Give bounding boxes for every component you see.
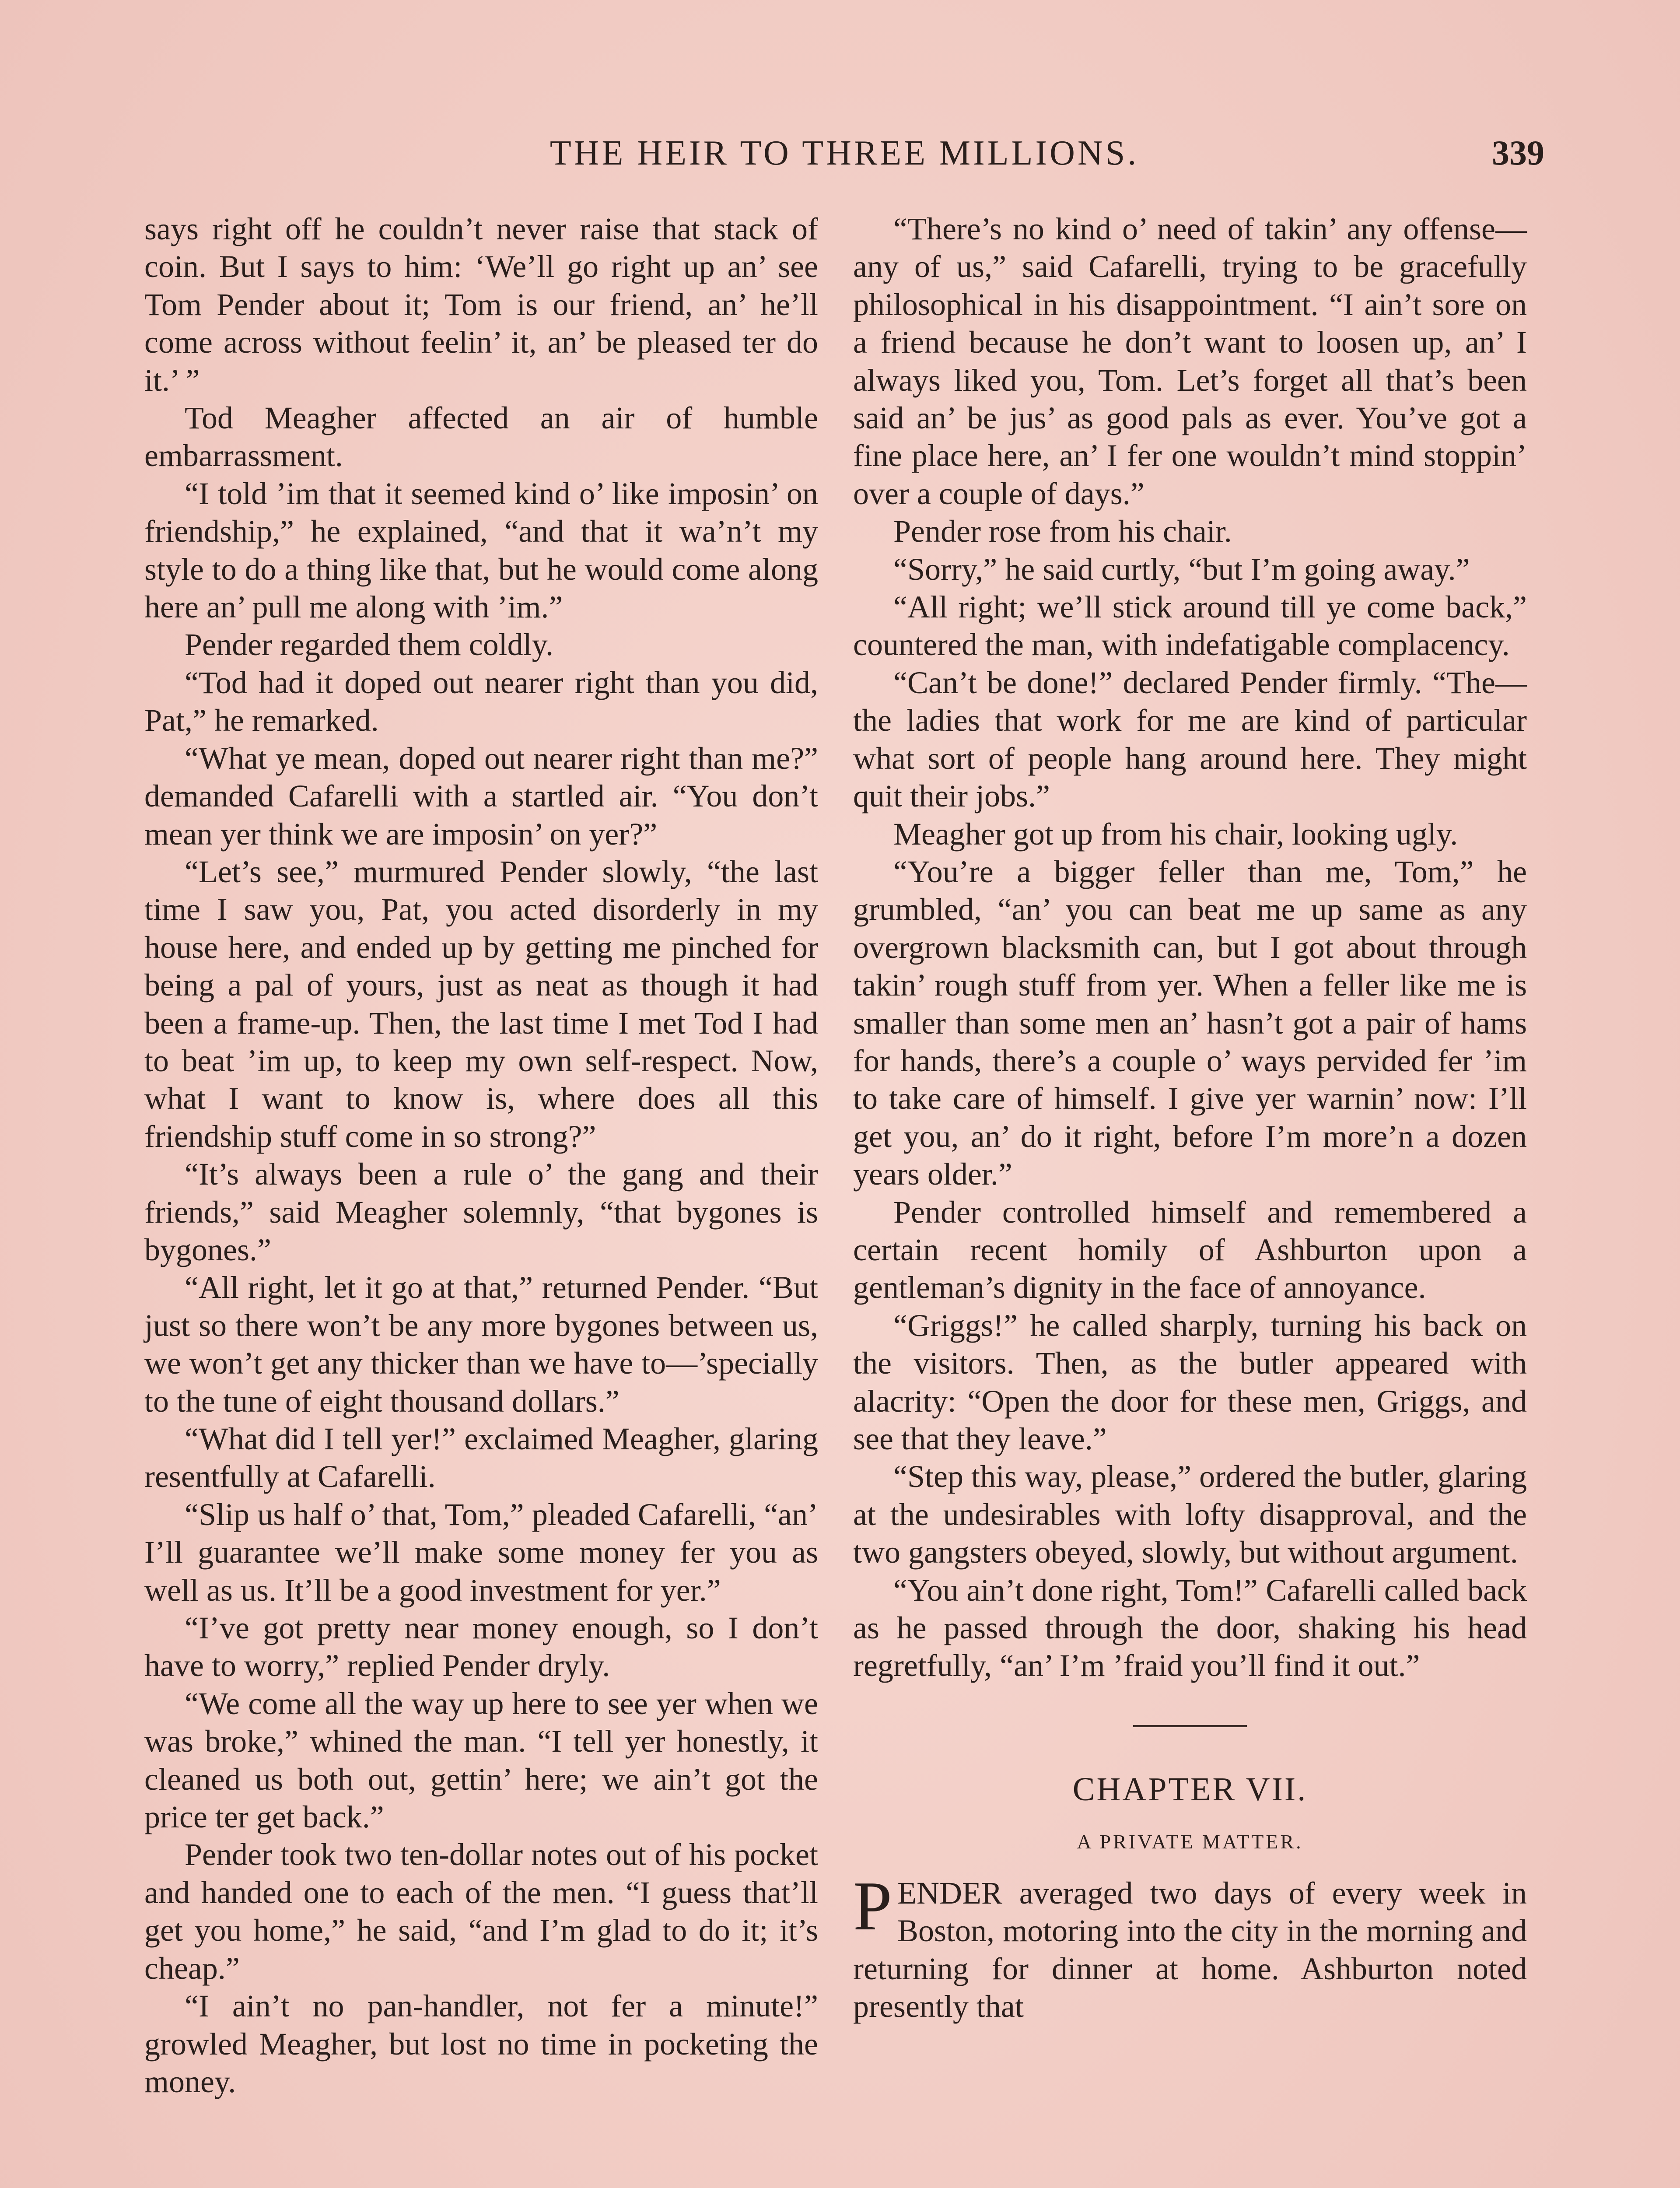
paragraph: “It’s always been a rule o’ the gang and their friends,” said Meagher solemnly, “that bygones is bygones.” [144, 1157, 818, 1267]
paragraph: “Sorry,” he said curtly, “but I’m going away.” [893, 551, 1470, 587]
chapter-opening-text: ENDER averaged two days of every week in Boston, motoring into the city in the morning and returning for dinner at home. Ashburton noted presently that [853, 1875, 1527, 2024]
paragraph: “Let’s see,” murmured Pender slowly, “the last time I saw you, Pat, you acted disorderly in my house here, and ended up by getting me pinched for being a pal of yours, just as neat as though it had been a frame-up. Then, the last time I met Tod I had to beat ’im up, to keep my own self-respect. Now, what I want to know is, where does all this friendship stuff come in so strong?” [144, 854, 818, 1154]
chapter-subtitle: A PRIVATE MATTER. [1077, 1830, 1303, 1853]
paragraph: Pender rose from his chair. [893, 514, 1232, 549]
paragraph: “Step this way, please,” ordered the butler, glaring at the undesirables with lofty disapproval, and the two gangsters obeyed, slowly, but without argument. [853, 1459, 1527, 1570]
paragraph: Pender controlled himself and remembered a certain recent homily of Ashburton upon a gentleman’s dignity in the face of annoyance. [853, 1194, 1527, 1305]
paragraph: “All right, let it go at that,” returned Pender. “But just so there won’t be any more bygones between us, we won’t get any thicker than we have to—’specially to the tune of eight thousand dollars.” [144, 1270, 818, 1419]
paragraph: “I’ve got pretty near money enough, so I don’t have to worry,” replied Pender dryly. [144, 1610, 818, 1683]
right-column [853, 210, 1527, 2025]
paragraph: Pender regarded them coldly. [185, 627, 554, 663]
left-column [144, 210, 818, 2100]
paragraph: “I ain’t no pan-handler, not fer a minute!” growled Meagher, but lost no time in pocketing the money. [144, 1988, 818, 2099]
paragraph: “There’s no kind o’ need of takin’ any offense—any of us,” said Cafarelli, trying to be gracefully philosophical in his disappointment. “I ain’t sore on a friend because he don’t want to loosen up, an’ I always liked you, Tom. Let’s forget all that’s been said an’ be jus’ as good pals as ever. You’ve got a fine place here, an’ I fer one wouldn’t mind stoppin’ over a couple of days.” [853, 211, 1527, 511]
running-head [144, 127, 1544, 179]
paragraph: Meagher got up from his chair, looking ugly. [893, 816, 1458, 852]
running-title: THE HEIR TO THREE MILLIONS. [550, 134, 1139, 172]
paragraph: says right off he couldn’t never raise that stack of coin. But I says to him: ‘We’ll go right up an’ see Tom Pender about it; Tom is our friend, an’ he’ll come across without feelin’ it, an’ be pleased ter do it.’ ” [144, 211, 818, 398]
paragraph: “I told ’im that it seemed kind o’ like imposin’ on friendship,” he explained, “and that it wa’n’t my style to do a thing like that, but he would come along here an’ pull me along with ’im.” [144, 476, 818, 625]
chapter-title: CHAPTER VII. [1072, 1771, 1308, 1808]
page-number: 339 [1492, 134, 1544, 172]
paragraph: Pender took two ten-dollar notes out of his pocket and handed one to each of the men. “I guess that’ll get you home,” he said, “and I’m glad to do it; it’s cheap.” [144, 1837, 818, 1986]
paragraph: “Can’t be done!” declared Pender firmly. “The—the ladies that work for me are kind of particular what sort of people hang around here. They might quit their jobs.” [853, 665, 1527, 814]
paragraph: “Slip us half o’ that, Tom,” pleaded Cafarelli, “an’ I’ll guarantee we’ll make some money fer you as well as us. It’ll be a good investment for yer.” [144, 1497, 818, 1608]
paragraph: Tod Meagher affected an air of humble embarrassment. [144, 400, 818, 473]
paragraph: “Tod had it doped out nearer right than you did, Pat,” he remarked. [144, 665, 818, 738]
section-divider [1133, 1725, 1247, 1727]
paragraph: “What did I tell yer!” exclaimed Meagher, glaring resentfully at Cafarelli. [144, 1421, 818, 1494]
paragraph: “Griggs!” he called sharply, turning his back on the visitors. Then, as the butler appeared with alacrity: “Open the door for these men, Griggs, and see that they leave.” [853, 1308, 1527, 1456]
chapter-opening-paragraph [853, 1866, 1527, 2026]
paragraph: “What ye mean, doped out nearer right than me?” demanded Cafarelli with a startled air. “You don’t mean yer think we are imposin’ on yer?” [144, 740, 818, 852]
paragraph: “We come all the way up here to see yer when we was broke,” whined the man. “I tell yer honestly, it cleaned us both out, gettin’ here; we ain’t got the price ter get back.” [144, 1686, 818, 1835]
paragraph: “All right; we’ll stick around till ye come back,” countered the man, with indefatigable complacency. [853, 589, 1527, 663]
drop-cap: P [853, 1866, 892, 1945]
paragraph: “You’re a bigger feller than me, Tom,” he grumbled, “an’ you can beat me up same as any overgrown blacksmith can, but I got about through takin’ rough stuff from yer. When a feller like me is smaller than some men an’ hasn’t got a pair of hams for hands, there’s a couple o’ ways pervided fer ’im to take care of himself. I give yer warnin’ now: I’ll get you, an’ do it right, before I’m more’n a dozen years older.” [853, 854, 1527, 1192]
paragraph: “You ain’t done right, Tom!” Cafarelli called back as he passed through the door, shaking his head regretfully, “an’ I’m ’fraid you’ll find it out.” [853, 1572, 1527, 1683]
